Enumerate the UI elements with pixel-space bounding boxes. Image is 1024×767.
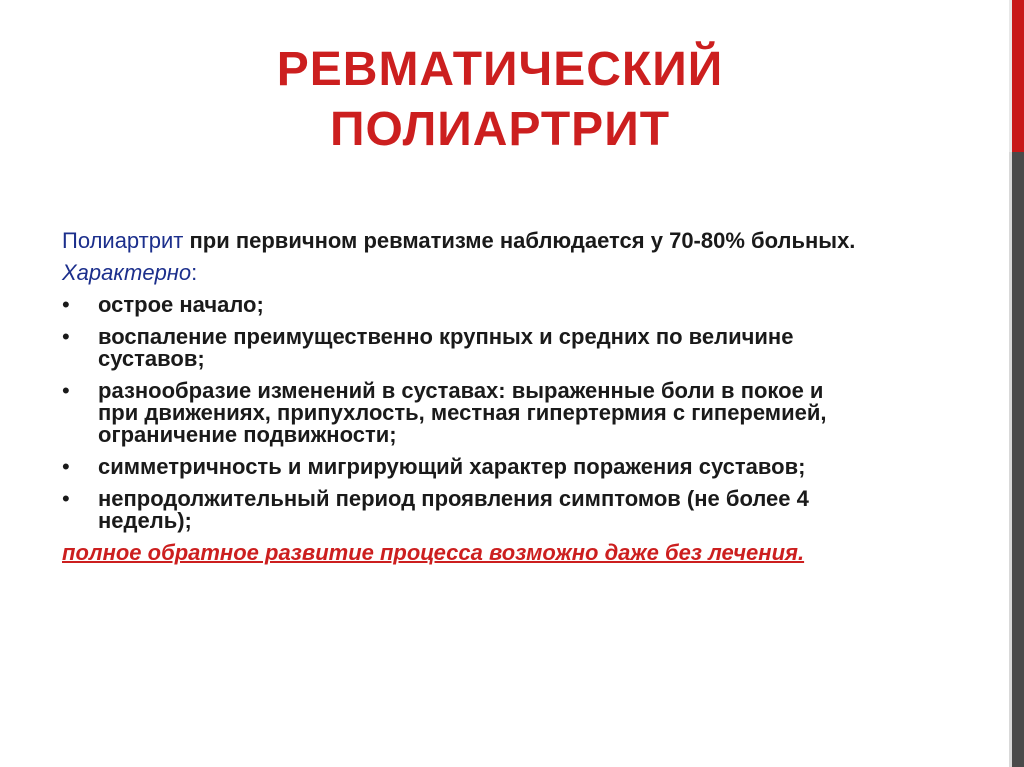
list-item-text: острое начало; [98, 292, 264, 317]
list-item-text: непродолжительный период проявления симптомов (не более 4 недель); [98, 486, 809, 533]
feature-list [62, 294, 862, 532]
bullet-marker: • [62, 292, 70, 317]
bullet-marker: • [62, 378, 70, 403]
title-line-2: ПОЛИАРТРИТ [329, 103, 671, 156]
list-item-text: воспаление преимущественно крупных и средних по величине суставов; [98, 324, 794, 371]
characteristic-colon: : [191, 260, 198, 285]
list-item [62, 294, 862, 316]
list-item [62, 488, 862, 532]
conclusion-text: полное обратное развитие процесса возможно даже без лечения. [62, 540, 805, 565]
bullet-marker: • [62, 486, 70, 511]
edge-shadow [1009, 152, 1012, 767]
slide-title [0, 40, 1000, 160]
intro-text: при первичном ревматизме наблюдается у 70-80% больных. [183, 228, 856, 253]
list-item-text: симметричность и мигрирующий характер поражения суставов; [98, 454, 806, 479]
intro-term: Полиартрит [62, 228, 184, 253]
list-item [62, 380, 862, 446]
bullet-marker: • [62, 324, 70, 349]
title-line-1: РЕВМАТИЧЕСКИЙ [276, 43, 724, 96]
list-item [62, 326, 862, 370]
list-item [62, 456, 862, 478]
characteristic-label: Характерно [62, 260, 192, 285]
slide-body [62, 230, 862, 574]
intro-paragraph [62, 230, 862, 252]
edge-red-stripe [1012, 0, 1024, 152]
bullet-marker: • [62, 454, 70, 479]
characteristic-heading [62, 262, 862, 284]
edge-highlight [1009, 0, 1012, 152]
list-item-text: разнообразие изменений в суставах: выраженные боли в покое и при движениях, припухлость, местная гипертермия с гиперемией, ограничение подвижности; [98, 378, 827, 447]
